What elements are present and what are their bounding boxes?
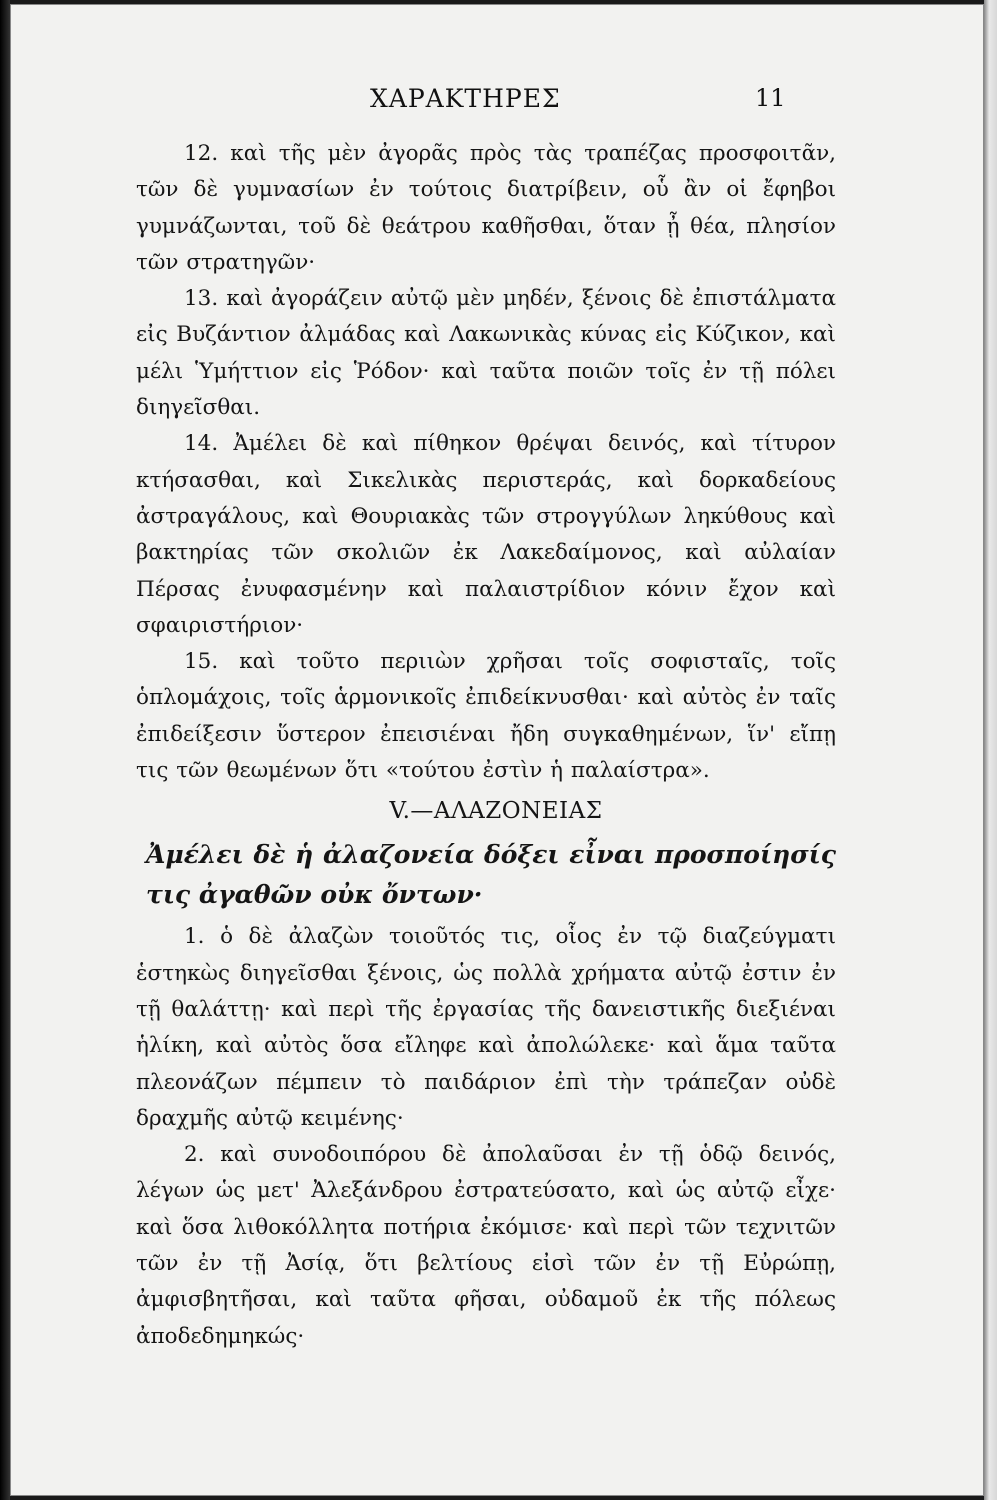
paragraph-14: 14. Ἀμέλει δὲ καὶ πίθηκον θρέψαι δεινός, καὶ τίτυρον κτήσασθαι, καὶ Σικελικὰς περιστεράς, καὶ δορκαδείους ἀστραγάλους, καὶ Θουριακὰς τῶν στρογγύλων ληκύθους καὶ βακτηρίας τῶν σκολιῶν ἐκ Λακεδαίμονος, καὶ αὐλαίαν Πέρσας ἐνυφασμένην καὶ παλαιστρίδιον κόνιν ἔχον καὶ σφαιριστήριον· — [136, 431, 836, 638]
paragraph-1: 1. ὁ δὲ ἀλαζὼν τοιοῦτός τις, οἷος ἐν τῷ διαζεύγματι ἑστηκὼς διηγεῖσθαι ξένοις, ὡς πολλὰ χρήματα αὐτῷ ἐστιν ἐν τῇ θαλάττῃ· καὶ περὶ τῆς ἐργασίας τῆς δανειστικῆς διεξιέναι ἡλίκη, καὶ αὐτὸς ὅσα εἴληφε καὶ ἀπολώλεκε· καὶ ἅμα ταῦτα πλεονάζων πέμπειν τὸ παιδάριον ἐπὶ τὴν τράπεζαν οὐδὲ δραχμῆς αὐτῷ κειμένης· — [136, 924, 836, 1131]
scan-left-edge — [0, 0, 10, 1500]
paragraph-2: 2. καὶ συνοδοιπόρου δὲ ἀπολαῦσαι ἐν τῇ ὁδῷ δεινός, λέγων ὡς μετ' Ἀλεξάνδρου ἐστρατεύσατο, καὶ ὡς αὐτῷ εἶχε· καὶ ὅσα λιθοκόλλητα ποτήρια ἐκόμισε· καὶ περὶ τῶν τεχνιτῶν τῶν ἐν τῇ Ἀσίᾳ, ὅτι βελτίους εἰσὶ τῶν ἐν τῇ Εὐρώπῃ, ἀμφισβητῆσαι, καὶ ταῦτα φῆσαι, οὐδαμοῦ ἐκ τῆς πόλεως ἀποδεδημηκώς· — [136, 1142, 836, 1349]
main-text — [136, 136, 836, 1355]
book-page — [10, 4, 984, 1496]
running-header — [10, 84, 984, 120]
paragraph-12: 12. καὶ τῆς μὲν ἀγορᾶς πρὸς τὰς τραπέζας προσφοιτᾶν, τῶν δὲ γυμνασίων ἐν τούτοις διατρίβειν, οὗ ἂν οἱ ἔφηβοι γυμνάζωνται, τοῦ δὲ θεάτρου καθῆσθαι, ὅταν ᾖ θέα, πλησίον τῶν στρατηγῶν· — [136, 141, 836, 275]
page-number: 11 — [755, 84, 786, 112]
running-title: ΧΑΡΑΚΤΗΡΕΣ — [370, 84, 561, 113]
section-heading: V.—ΑΛΑΖΟΝΕΙΑΣ — [389, 798, 603, 825]
paragraph-13: 13. καὶ ἀγοράζειν αὐτῷ μὲν μηδέν, ξένοις δὲ ἐπιστάλματα εἰς Βυζάντιον ἀλμάδας καὶ Λακωνικὰς κύνας εἰς Κύζικον, καὶ μέλι Ὑμήττιον εἰς Ῥόδον· καὶ ταῦτα ποιῶν τοῖς ἐν τῇ πόλει διηγεῖσθαι. — [136, 286, 836, 421]
section-intro: Ἀμέλει δὲ ἡ ἀλαζονεία δόξει εἶναι προσποίησίς τις ἀγαθῶν οὐκ ὄντων· — [146, 840, 836, 910]
scan-right-edge — [984, 0, 997, 1500]
paragraph-15: 15. καὶ τοῦτο περιιὼν χρῆσαι τοῖς σοφισταῖς, τοῖς ὁπλομάχοις, τοῖς ἁρμονικοῖς ἐπιδείκνυσθαι· καὶ αὐτὸς ἐν ταῖς ἐπιδείξεσιν ὕστερον ἐπεισιέναι ἤδη συγκαθημένων, ἵν' εἴπῃ τις τῶν θεωμένων ὅτι «τούτου ἐστὶν ἡ παλαίστρα». — [136, 649, 836, 784]
